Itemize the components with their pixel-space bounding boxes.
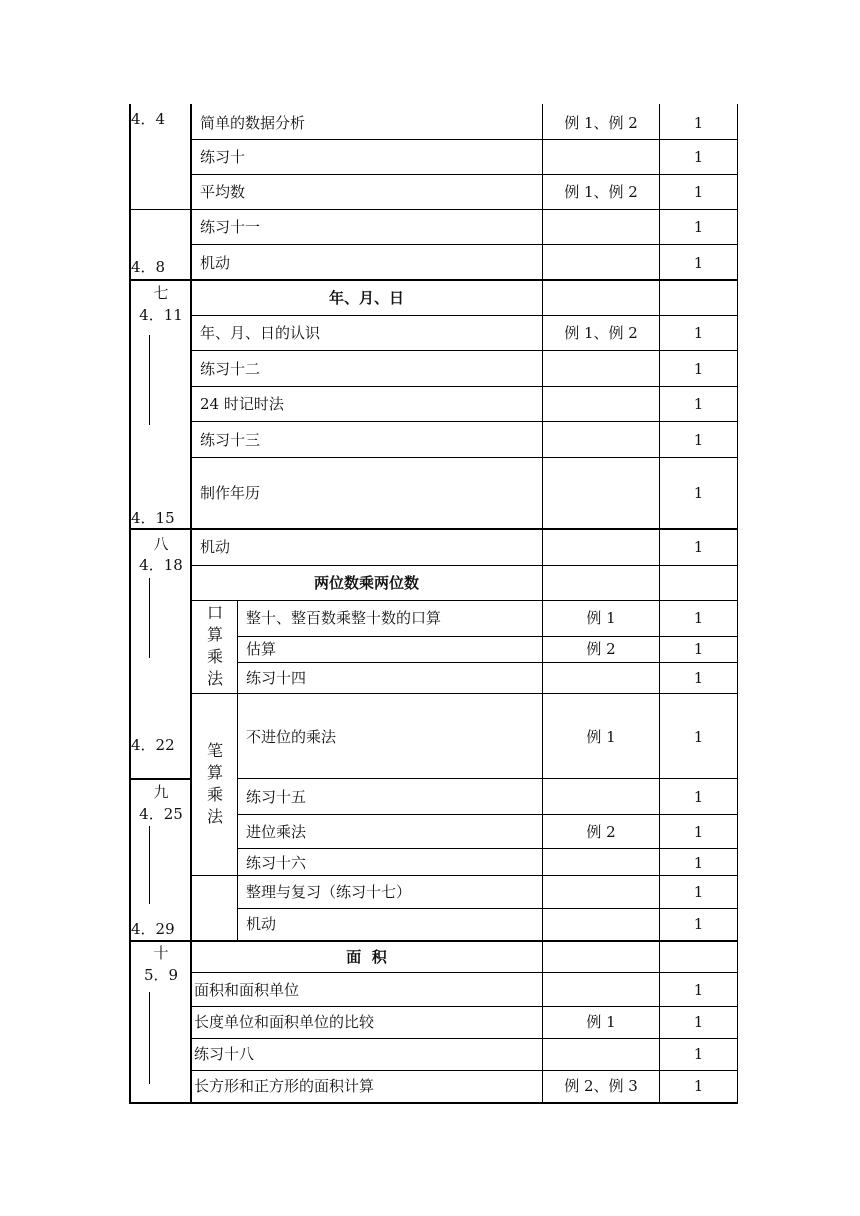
- group-label-char: 算: [206, 763, 223, 782]
- week-end-date: 4．15: [131, 509, 175, 527]
- row-topic: 机动: [200, 538, 231, 556]
- row-topic: 整理与复习（练习十七）: [246, 883, 412, 901]
- row-topic: 24 时记时法: [200, 395, 284, 413]
- row-topic: 练习十五: [246, 788, 307, 806]
- row-topic: 练习十二: [200, 360, 261, 378]
- row-hours: 1: [693, 640, 704, 658]
- row-hours: 1: [693, 148, 704, 166]
- group-label-char: 算: [206, 625, 223, 644]
- row-topic: 练习十三: [200, 431, 261, 449]
- row-example: 例 2: [586, 823, 616, 841]
- row-hours: 1: [693, 883, 704, 901]
- group-label-char: 法: [206, 669, 223, 688]
- row-hours: 1: [693, 324, 704, 342]
- row-topic: 练习十六: [246, 854, 307, 872]
- row-example: 例 2、例 3: [564, 1077, 638, 1095]
- week-number: 八: [153, 535, 169, 553]
- group-label-char: 乘: [206, 785, 223, 804]
- row-topic: 估算: [246, 640, 277, 658]
- row-hours: 1: [693, 1077, 704, 1095]
- date-range-line: [149, 578, 150, 658]
- row-hours: 1: [693, 538, 704, 556]
- row-hours: 1: [693, 183, 704, 201]
- row-hours: 1: [693, 728, 704, 746]
- row-topic: 制作年历: [200, 484, 261, 502]
- row-hours: 1: [693, 981, 704, 999]
- row-hours: 1: [693, 609, 704, 627]
- week-number: 九: [153, 783, 169, 801]
- row-hours: 1: [693, 669, 704, 687]
- row-topic: 长度单位和面积单位的比较: [194, 1013, 375, 1031]
- unit-title: 面 积: [346, 948, 387, 966]
- row-topic: 长方形和正方形的面积计算: [194, 1077, 375, 1095]
- week-start-date: 4．11: [139, 306, 183, 324]
- group-label-oral: [205, 602, 225, 690]
- week-end-date: 4．29: [131, 920, 175, 938]
- week-start-date: 5．9: [143, 966, 179, 984]
- row-hours: 1: [693, 360, 704, 378]
- row-topic: 年、月、日的认识: [200, 324, 321, 342]
- row-hours: 1: [693, 431, 704, 449]
- row-topic: 练习十: [200, 148, 246, 166]
- row-hours: 1: [693, 1013, 704, 1031]
- row-example: 例 1、例 2: [564, 183, 638, 201]
- row-topic: 整十、整百数乘整十数的口算: [246, 609, 442, 627]
- group-label-char: 乘: [206, 647, 223, 666]
- row-example: 例 1、例 2: [564, 114, 638, 132]
- row-topic: 平均数: [200, 183, 246, 201]
- week-number: 七: [153, 284, 169, 302]
- unit-title: 年、月、日: [328, 289, 404, 307]
- row-example: 例 2: [586, 640, 616, 658]
- date-range-line: [149, 826, 150, 904]
- group-label-char: 法: [206, 807, 223, 826]
- group-label-written: [205, 740, 225, 828]
- row-example: 例 1: [586, 728, 616, 746]
- date-range-line: [149, 992, 150, 1084]
- row-hours: 1: [693, 114, 704, 132]
- row-hours: 1: [693, 484, 704, 502]
- week-end-date: 4．8: [131, 258, 166, 276]
- row-topic: 简单的数据分析: [200, 114, 306, 132]
- row-example: 例 1、例 2: [564, 324, 638, 342]
- row-hours: 1: [693, 254, 704, 272]
- row-topic: 练习十八: [194, 1045, 255, 1063]
- row-hours: 1: [693, 788, 704, 806]
- week-end-date: 4．4: [131, 110, 166, 128]
- row-topic: 机动: [200, 254, 231, 272]
- row-topic: 面积和面积单位: [194, 981, 300, 999]
- row-example: 例 1: [586, 609, 616, 627]
- row-topic: 练习十四: [246, 669, 307, 687]
- row-hours: 1: [693, 1045, 704, 1063]
- row-topic: 练习十一: [200, 218, 261, 236]
- row-topic: 进位乘法: [246, 823, 307, 841]
- row-topic: 机动: [246, 915, 277, 933]
- group-label-char: 口: [206, 603, 223, 622]
- row-hours: 1: [693, 854, 704, 872]
- row-example: 例 1: [586, 1013, 616, 1031]
- date-range-line: [149, 335, 150, 425]
- row-hours: 1: [693, 823, 704, 841]
- week-start-date: 4．18: [139, 556, 183, 574]
- group-label-char: 笔: [206, 741, 223, 760]
- week-start-date: 4．25: [139, 805, 183, 823]
- row-topic: 不进位的乘法: [246, 728, 337, 746]
- week-end-date: 4．22: [131, 736, 175, 754]
- row-hours: 1: [693, 915, 704, 933]
- row-hours: 1: [693, 395, 704, 413]
- week-number: 十: [153, 944, 169, 962]
- row-hours: 1: [693, 218, 704, 236]
- unit-title: 两位数乘两位数: [313, 574, 419, 592]
